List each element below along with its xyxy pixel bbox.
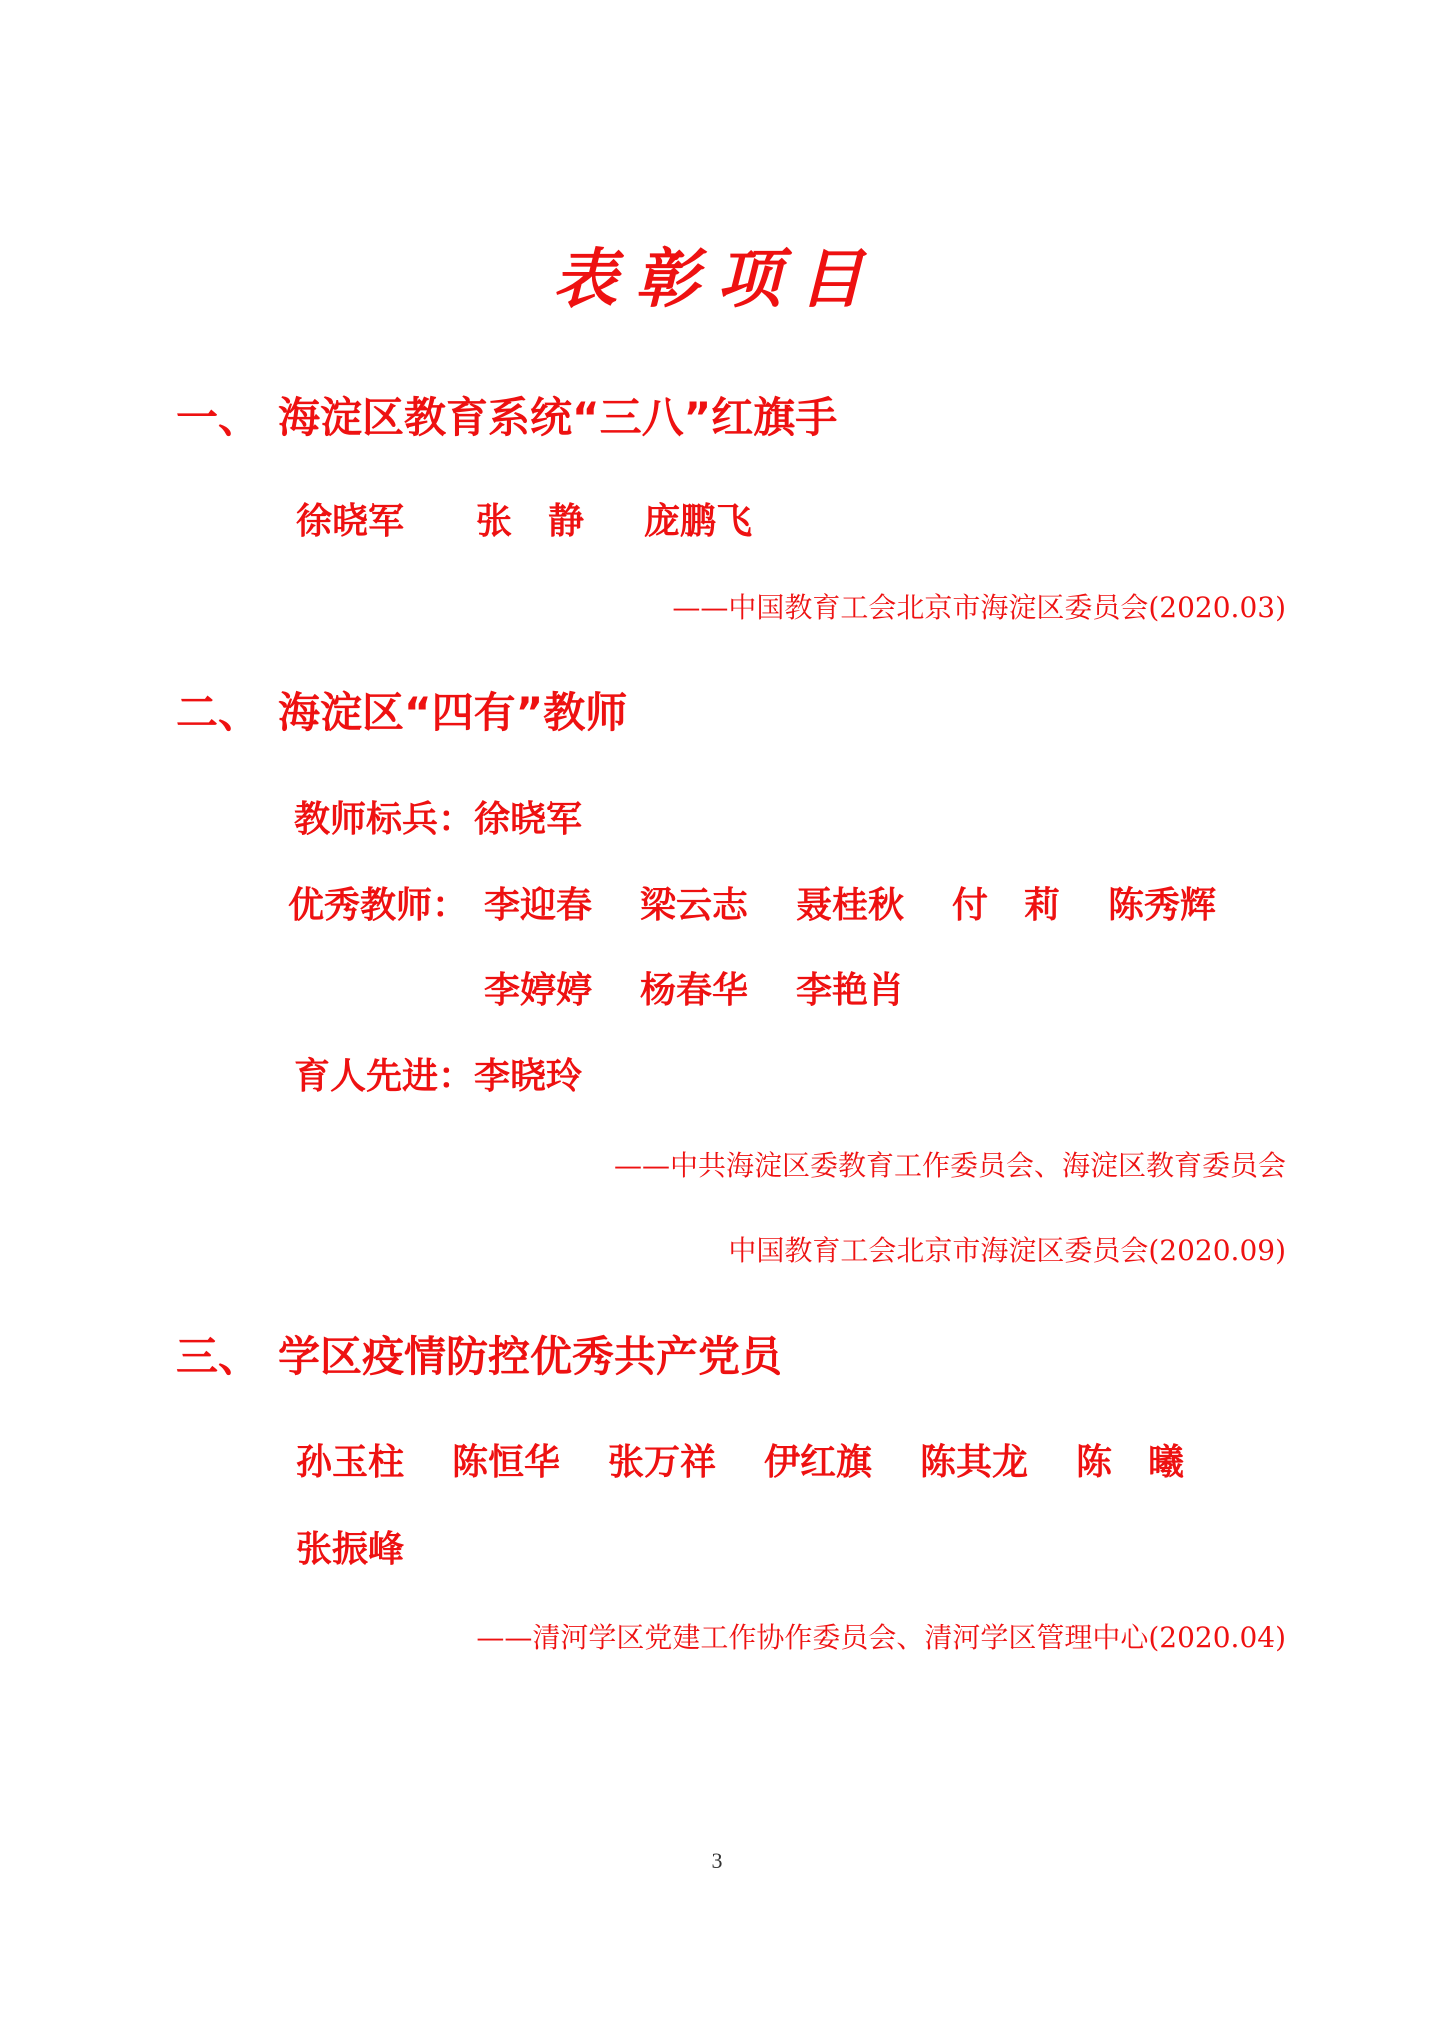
group-excellent-teachers-cont	[484, 968, 904, 1014]
honoree-name: 庞鹏飞	[644, 501, 753, 542]
honoree-name: 张万祥	[608, 1442, 717, 1483]
page-number: 3	[711, 1848, 723, 1873]
honoree-name: 聂桂秋	[796, 885, 905, 926]
honoree-name: 李艳肖	[796, 970, 905, 1011]
honoree-name: 李晓玲	[474, 1056, 583, 1097]
group-label: 优秀教师：	[288, 885, 469, 926]
honoree-name: 张 静	[476, 501, 585, 542]
section-3-source: ——清河学区党建工作协作委员会、清河学区管理中心(2020.04)	[476, 1621, 1286, 1654]
section-2-title: 海淀区“四有”教师	[278, 688, 628, 737]
honoree-name: 付 莉	[952, 885, 1061, 926]
section-1-number: 一、	[176, 393, 261, 442]
honoree-name: 陈其龙	[920, 1442, 1029, 1483]
honoree-name: 徐晓军	[296, 501, 405, 542]
honoree-name: 李婷婷	[484, 970, 593, 1011]
honoree-name: 李迎春	[484, 885, 593, 926]
group-excellent-teachers	[288, 883, 1216, 929]
honoree-name: 陈 曦	[1076, 1442, 1185, 1483]
section-3-title: 学区疫情防控优秀共产党员	[278, 1332, 783, 1381]
section-3-names	[296, 1440, 1184, 1486]
group-education-advanced	[294, 1054, 582, 1100]
honoree-name: 孙玉柱	[296, 1442, 405, 1483]
section-2-number: 二、	[176, 688, 261, 737]
group-label: 育人先进：	[294, 1056, 475, 1097]
honoree-name: 伊红旗	[764, 1442, 873, 1483]
section-3-heading	[176, 1332, 782, 1382]
group-label: 教师标兵：	[294, 799, 475, 840]
section-2-heading	[176, 688, 627, 738]
section-2-source-line2: 中国教育工会北京市海淀区委员会(2020.09)	[728, 1234, 1286, 1267]
group-teacher-model	[294, 797, 582, 843]
honoree-name: 杨春华	[640, 970, 749, 1011]
page-title: 表彰项目	[553, 242, 881, 317]
section-3-names-cont	[296, 1527, 404, 1573]
honoree-name: 徐晓军	[474, 799, 583, 840]
honoree-name: 陈恒华	[452, 1442, 561, 1483]
section-3-number: 三、	[176, 1332, 261, 1381]
section-1-heading	[176, 393, 837, 443]
honoree-name: 梁云志	[640, 885, 749, 926]
section-1-title: 海淀区教育系统“三八”红旗手	[278, 393, 838, 442]
honoree-name: 张振峰	[296, 1529, 405, 1570]
section-1-names	[296, 499, 752, 545]
section-2-source-line1: ——中共海淀区委教育工作委员会、海淀区教育委员会	[613, 1149, 1286, 1182]
honoree-name: 陈秀辉	[1108, 885, 1217, 926]
section-1-source: ——中国教育工会北京市海淀区委员会(2020.03)	[672, 591, 1286, 624]
